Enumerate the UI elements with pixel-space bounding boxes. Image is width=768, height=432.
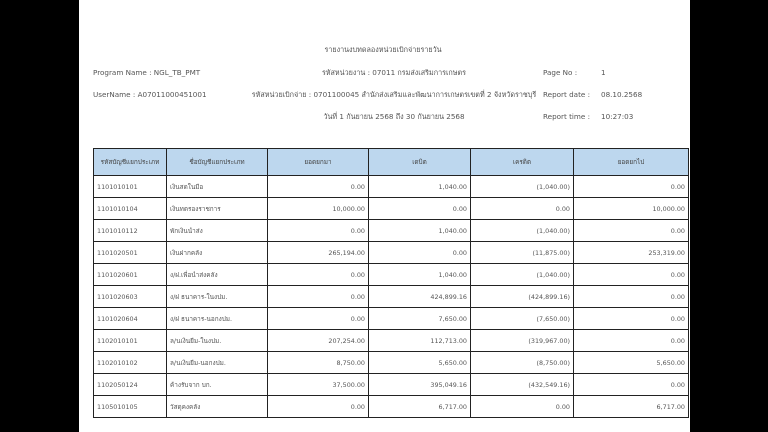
table-row	[94, 242, 689, 264]
account-name-cell: เงินสดในมือ	[167, 176, 268, 198]
closing-balance-cell: 10,000.00	[574, 198, 689, 220]
opening-balance-cell: 0.00	[268, 396, 369, 418]
account-code-cell: 1102050124	[94, 374, 167, 396]
page-no-label: Page No :	[543, 68, 578, 77]
closing-balance-cell: 6,717.00	[574, 396, 689, 418]
account-code-cell: 1105010105	[94, 396, 167, 418]
debit-cell: 7,650.00	[369, 308, 471, 330]
closing-balance-cell: 0.00	[574, 220, 689, 242]
debit-cell: 0.00	[369, 242, 471, 264]
program-name: Program Name : NGL_TB_PMT	[93, 68, 201, 77]
header-closing-balance: ยอดยกไป	[574, 149, 689, 176]
report-time-label: Report time :	[543, 112, 591, 121]
account-code-cell: 1101020601	[94, 264, 167, 286]
opening-balance-cell: 0.00	[268, 286, 369, 308]
debit-cell: 1,040.00	[369, 264, 471, 286]
account-name-cell: ง/ฝ.เพื่อนำส่งคลัง	[167, 264, 268, 286]
header-account-code: รหัสบัญชีแยกประเภท	[94, 149, 167, 176]
opening-balance-cell: 37,500.00	[268, 374, 369, 396]
account-code-cell: 1101020604	[94, 308, 167, 330]
report-time-value: 10:27:03	[601, 112, 634, 121]
table-row	[94, 264, 689, 286]
account-code-cell: 1102010101	[94, 330, 167, 352]
credit-cell: (1,040.00)	[471, 176, 574, 198]
account-name-cell: ง/ฝ ธนาคาร-นอกงปม.	[167, 308, 268, 330]
table-row	[94, 352, 689, 374]
report-date-value: 08.10.2568	[601, 90, 643, 99]
table-row	[94, 330, 689, 352]
account-name-cell: ง/ฝ ธนาคาร-ในงปม.	[167, 286, 268, 308]
account-code-cell: 1101010101	[94, 176, 167, 198]
credit-cell: (8,750.00)	[471, 352, 574, 374]
account-code-cell: 1101020603	[94, 286, 167, 308]
report-title: รายงานงบทดลองหน่วยเบิกจ่ายรายวัน	[324, 45, 442, 54]
credit-cell: (1,040.00)	[471, 220, 574, 242]
closing-balance-cell: 0.00	[574, 264, 689, 286]
debit-cell: 395,049.16	[369, 374, 471, 396]
opening-balance-cell: 207,254.00	[268, 330, 369, 352]
credit-cell: (432,549.16)	[471, 374, 574, 396]
table-row	[94, 220, 689, 242]
account-name-cell: วัสดุคงคลัง	[167, 396, 268, 418]
credit-cell: 0.00	[471, 396, 574, 418]
opening-balance-cell: 8,750.00	[268, 352, 369, 374]
credit-cell: (424,899.16)	[471, 286, 574, 308]
header-opening-balance: ยอดยกมา	[268, 149, 369, 176]
account-code-cell: 1102010102	[94, 352, 167, 374]
report-period: วันที่ 1 กันยายน 2568 ถึง 30 กันยายน 2568	[323, 112, 465, 121]
debit-cell: 1,040.00	[369, 220, 471, 242]
credit-cell: (7,650.00)	[471, 308, 574, 330]
header-debit: เดบิต	[369, 149, 471, 176]
table-row	[94, 198, 689, 220]
disbursing-unit: รหัสหน่วยเบิกจ่าย : 0701100045 สำนักส่งเสริมและพัฒนาการเกษตรเขตที่ 2 จังหวัดราชบุรี	[251, 90, 537, 99]
account-code-cell: 1101020501	[94, 242, 167, 264]
debit-cell: 6,717.00	[369, 396, 471, 418]
opening-balance-cell: 265,194.00	[268, 242, 369, 264]
debit-cell: 112,713.00	[369, 330, 471, 352]
closing-balance-cell: 0.00	[574, 176, 689, 198]
account-name-cell: ล/นเงินยืม-นอกงปม.	[167, 352, 268, 374]
credit-cell: (11,875.00)	[471, 242, 574, 264]
table-row	[94, 176, 689, 198]
closing-balance-cell: 0.00	[574, 286, 689, 308]
table-row	[94, 374, 689, 396]
opening-balance-cell: 0.00	[268, 264, 369, 286]
account-name-cell: ล/นเงินยืม-ในงปม.	[167, 330, 268, 352]
trial-balance-table	[93, 148, 689, 418]
account-name-cell: เงินทดรองราชการ	[167, 198, 268, 220]
header-credit: เครดิต	[471, 149, 574, 176]
opening-balance-cell: 0.00	[268, 176, 369, 198]
opening-balance-cell: 0.00	[268, 308, 369, 330]
account-name-cell: ค้างรับจาก บก.	[167, 374, 268, 396]
account-name-cell: เงินฝากคลัง	[167, 242, 268, 264]
debit-cell: 424,899.16	[369, 286, 471, 308]
debit-cell: 5,650.00	[369, 352, 471, 374]
closing-balance-cell: 0.00	[574, 308, 689, 330]
closing-balance-cell: 0.00	[574, 330, 689, 352]
account-name-cell: พักเงินนำส่ง	[167, 220, 268, 242]
table-header-row	[94, 149, 689, 176]
table-row	[94, 286, 689, 308]
table-row	[94, 396, 689, 418]
account-code-cell: 1101010112	[94, 220, 167, 242]
closing-balance-cell: 5,650.00	[574, 352, 689, 374]
table-row	[94, 308, 689, 330]
closing-balance-cell: 253,319.00	[574, 242, 689, 264]
report-page	[79, 0, 690, 432]
credit-cell: (1,040.00)	[471, 264, 574, 286]
closing-balance-cell: 0.00	[574, 374, 689, 396]
debit-cell: 0.00	[369, 198, 471, 220]
debit-cell: 1,040.00	[369, 176, 471, 198]
page-no-value: 1	[601, 68, 606, 77]
opening-balance-cell: 0.00	[268, 220, 369, 242]
agency-code: รหัสหน่วยงาน : 07011 กรมส่งเสริมการเกษตร	[321, 68, 467, 77]
credit-cell: 0.00	[471, 198, 574, 220]
report-date-label: Report date :	[543, 90, 591, 99]
username: UserName : A07011000451001	[93, 90, 207, 99]
header-account-name: ชื่อบัญชีแยกประเภท	[167, 149, 268, 176]
credit-cell: (319,967.00)	[471, 330, 574, 352]
opening-balance-cell: 10,000.00	[268, 198, 369, 220]
account-code-cell: 1101010104	[94, 198, 167, 220]
